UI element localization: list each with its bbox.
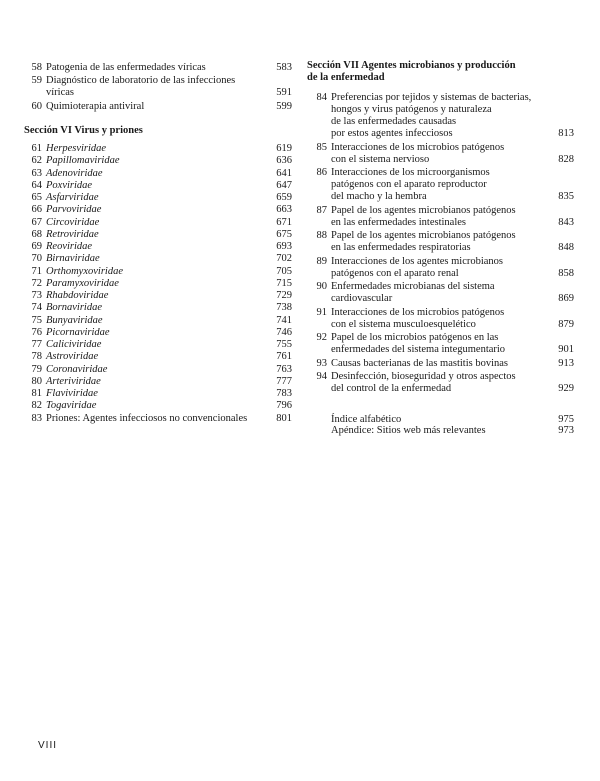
entry-title: Desinfección, bioseguridad y otros aspectos del control de la enfermedad: [331, 371, 516, 394]
section-vii-heading: Sección VII Agentes microbianos y producción de la enfermedad: [307, 60, 516, 83]
entry-title: Herpesviridae: [46, 143, 107, 154]
entry-page: 636: [276, 155, 292, 167]
entry-number: 91: [316, 306, 327, 318]
entry-number: 63: [31, 167, 42, 179]
entry-page: 619: [276, 143, 292, 154]
entry-page: 975: [558, 414, 574, 425]
entry-number: 76: [31, 326, 42, 338]
entry-title: Parvoviridae: [46, 204, 102, 216]
entry-page: 755: [276, 339, 292, 351]
page-number: VIII: [38, 740, 58, 751]
entry-page: 746: [276, 326, 292, 338]
entry-number: 59: [31, 75, 42, 86]
entry-number: 66: [31, 204, 42, 216]
entry-page: 796: [276, 400, 292, 412]
entry-number: 78: [31, 351, 42, 363]
entry-page: 741: [276, 314, 292, 326]
entry-number: 60: [31, 101, 42, 112]
entry-page: 599: [276, 101, 292, 112]
entry-number: 83: [31, 412, 42, 424]
entry-title: Enfermedades microbianas del sistema cardiovascular: [331, 281, 495, 304]
entry-page: 929: [558, 383, 574, 394]
entry-page: 801: [276, 412, 292, 424]
entry-number: 94: [316, 371, 327, 382]
entry-number: 87: [316, 204, 327, 216]
entry-number: 77: [31, 339, 42, 351]
entry-number: 85: [316, 141, 327, 153]
entry-number: 68: [31, 228, 42, 240]
entry-title: Coronaviridae: [46, 363, 108, 375]
entry-page: 777: [276, 375, 292, 387]
entry-number: 93: [316, 357, 327, 369]
entry-title: Rhabdoviridae: [46, 290, 109, 302]
entry-page: 729: [276, 290, 292, 302]
entry-title: Birnaviridae: [46, 253, 100, 265]
entry-title: Reoviridae: [46, 241, 93, 253]
entry-number: 72: [31, 277, 42, 289]
entry-page: 813: [558, 128, 574, 139]
entry-number: 62: [31, 155, 42, 167]
entry-number: 79: [31, 363, 42, 375]
entry-page: 763: [276, 363, 292, 375]
entry-page: 583: [276, 62, 292, 73]
entry-page: 671: [276, 216, 292, 228]
entry-page: 591: [276, 87, 292, 98]
entry-title: Apéndice: Sitios web más relevantes: [331, 425, 486, 436]
entry-page: 869: [558, 293, 574, 304]
entry-page: 715: [276, 277, 292, 289]
entry-number: 90: [316, 281, 327, 292]
entry-number: 84: [316, 92, 327, 103]
entry-title: Papel de los agentes microbianos patógenos en las enfermedades intestinales: [331, 204, 516, 228]
entry-number: 75: [31, 314, 42, 326]
entry-page: 913: [558, 357, 574, 369]
entry-title: Bunyaviridae: [46, 314, 103, 326]
entry-page: 848: [558, 242, 574, 253]
entry-title: Togaviridae: [46, 400, 97, 412]
entry-page: 858: [558, 267, 574, 279]
entry-title: Diagnóstico de laboratorio de las infecciones víricas: [46, 75, 236, 98]
entry-page: 879: [558, 318, 574, 330]
entry-page: 783: [276, 388, 292, 400]
entry-title: Patogenia de las enfermedades víricas: [46, 62, 206, 73]
entry-number: 69: [31, 241, 42, 253]
entry-title: Interacciones de los microbios patógenos con el sistema nervioso: [331, 141, 505, 165]
entry-title: Interacciones de los microorganismos patógenos con el aparato reproductor del macho y la hembra: [331, 167, 490, 202]
entry-number: 64: [31, 179, 42, 191]
entry-number: 80: [31, 375, 42, 387]
entry-page: 647: [276, 179, 292, 191]
section-vi-heading: Sección VI Virus y priones: [24, 125, 143, 136]
entry-title: Circoviridae: [46, 216, 100, 228]
entry-page: 843: [558, 216, 574, 228]
entry-title: Flaviviridae: [46, 388, 98, 400]
entry-page: 828: [558, 153, 574, 165]
entry-number: 61: [31, 143, 42, 154]
entry-number: 67: [31, 216, 42, 228]
entry-page: 663: [276, 204, 292, 216]
entry-title: Quimioterapia antiviral: [46, 101, 145, 112]
entry-number: 70: [31, 253, 42, 265]
entry-title: Picornaviridae: [46, 326, 110, 338]
entry-title: Interacciones de los agentes microbianos patógenos con el aparato renal: [331, 255, 504, 279]
entry-page: 675: [276, 228, 292, 240]
entry-title: Papel de los agentes microbianos patógenos en las enfermedades respiratorias: [331, 230, 516, 253]
entry-title: Papillomaviridae: [46, 155, 120, 167]
entry-page: 738: [276, 302, 292, 314]
entry-page: 693: [276, 241, 292, 253]
entry-title: Caliciviridae: [46, 339, 102, 351]
entry-page: 641: [276, 167, 292, 179]
entry-page: 702: [276, 253, 292, 265]
entry-page: 901: [558, 344, 574, 355]
entry-title: Retroviridae: [46, 228, 99, 240]
entry-title: Priones: Agentes infecciosos no convencionales: [46, 412, 248, 424]
entry-number: 92: [316, 332, 327, 343]
entry-title: Preferencias por tejidos y sistemas de bacterias, hongos y virus patógenos y naturaleza de las enfermedades causadas por estos agentes infecciosos: [331, 92, 532, 139]
entry-title: Adenoviridae: [46, 167, 103, 179]
entry-title: Poxviridae: [46, 179, 93, 191]
entry-title: Arteriviridae: [46, 375, 101, 387]
entry-number: 73: [31, 290, 42, 302]
entry-title: Asfarviridae: [46, 192, 99, 204]
entry-page: 835: [558, 191, 574, 202]
entry-page: 705: [276, 265, 292, 277]
entry-title: Astroviridae: [46, 351, 99, 363]
entry-page: 761: [276, 351, 292, 363]
entry-title: Papel de los microbios patógenos en las enfermedades del sistema integumentario: [331, 332, 506, 355]
entry-number: 74: [31, 302, 42, 314]
entry-page: 659: [276, 192, 292, 204]
entry-title: Causas bacterianas de las mastitis bovinas: [331, 357, 508, 369]
entry-title: Orthomyxoviridae: [46, 265, 123, 277]
entry-title: Bornaviridae: [46, 302, 102, 314]
entry-title: Índice alfabético: [331, 414, 402, 425]
entry-title: Paramyxoviridae: [46, 277, 119, 289]
entry-title: Interacciones de los microbios patógenos con el sistema musculoesquelético: [331, 306, 505, 330]
entry-number: 58: [31, 62, 42, 73]
entry-number: 88: [316, 230, 327, 241]
entry-number: 82: [31, 400, 42, 412]
entry-number: 89: [316, 255, 327, 267]
entry-number: 71: [31, 265, 42, 277]
entry-number: 81: [31, 388, 42, 400]
entry-number: 86: [316, 167, 327, 178]
entry-number: 65: [31, 192, 42, 204]
entry-page: 973: [558, 425, 574, 436]
